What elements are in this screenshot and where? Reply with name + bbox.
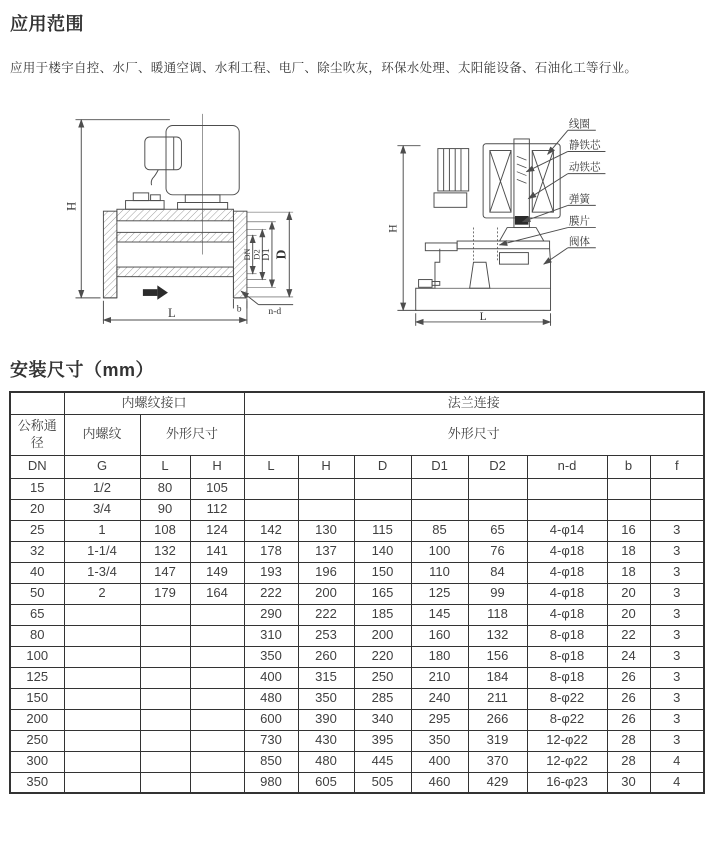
table-cell: 196: [298, 562, 354, 583]
table-cell: 390: [298, 709, 354, 730]
table-cell: 16-φ23: [527, 772, 607, 793]
table-row: [10, 541, 704, 562]
table-cell: 300: [10, 751, 64, 772]
column-header-cell: DN: [10, 455, 64, 478]
table-cell: 3: [650, 583, 704, 604]
table-cell: 1/2: [64, 478, 140, 499]
table-row: [10, 772, 704, 793]
flanged-valve-diagram: [62, 96, 370, 336]
table-row: [10, 709, 704, 730]
table-cell: 22: [607, 625, 650, 646]
column-header-cell: D2: [468, 455, 527, 478]
table-cell: 3: [650, 604, 704, 625]
header-cell-flange-group: 法兰连接: [244, 392, 704, 414]
table-cell: [140, 709, 190, 730]
table-cell: 184: [468, 667, 527, 688]
table-cell: [64, 709, 140, 730]
table-row: [10, 478, 704, 499]
table-cell: 8-φ22: [527, 688, 607, 709]
table-cell: 430: [298, 730, 354, 751]
table-row: [10, 667, 704, 688]
table-cell: [140, 772, 190, 793]
table-cell: 179: [140, 583, 190, 604]
table-cell: 850: [244, 751, 298, 772]
table-cell: 110: [411, 562, 468, 583]
table-cell: 65: [10, 604, 64, 625]
table-cell: 290: [244, 604, 298, 625]
table-cell: 20: [607, 604, 650, 625]
table-row: [10, 499, 704, 520]
table-cell: 480: [244, 688, 298, 709]
table-cell: 12-φ22: [527, 730, 607, 751]
table-cell: 140: [354, 541, 411, 562]
column-header-cell: H: [190, 455, 244, 478]
table-cell: 26: [607, 667, 650, 688]
table-row: [10, 583, 704, 604]
table-cell: 132: [140, 541, 190, 562]
column-header-cell: G: [64, 455, 140, 478]
application-text: 应用于楼宇自控、水厂、暖通空调、水利工程、电厂、除尘吹灰，环保水处理、太阳能设备、石油化工等行业。: [10, 61, 638, 75]
table-cell: [64, 751, 140, 772]
table-row: [10, 625, 704, 646]
table-col-header-row: [10, 455, 704, 478]
table-cell: 210: [411, 667, 468, 688]
table-cell: 240: [411, 688, 468, 709]
table-cell: 350: [298, 688, 354, 709]
table-cell: 145: [411, 604, 468, 625]
valve-diagrams: [10, 96, 700, 340]
table-cell: [140, 625, 190, 646]
table-cell: 253: [298, 625, 354, 646]
table-cell: 185: [354, 604, 411, 625]
table-cell: 18: [607, 541, 650, 562]
table-cell: 18: [607, 562, 650, 583]
column-header-cell: b: [607, 455, 650, 478]
table-cell: 4: [650, 772, 704, 793]
table-cell: 90: [140, 499, 190, 520]
header-cell-nominal-diameter: 公称通径: [10, 414, 64, 455]
table-cell: 250: [354, 667, 411, 688]
table-cell: [354, 499, 411, 520]
part-label-spring: 弹簧: [569, 193, 591, 206]
table-cell: 605: [298, 772, 354, 793]
table-cell: [468, 478, 527, 499]
table-cell: 400: [411, 751, 468, 772]
table-row: [10, 751, 704, 772]
dim-label-b: b: [236, 303, 242, 315]
table-cell: 350: [244, 646, 298, 667]
table-cell: [190, 709, 244, 730]
table-cell: 1-1/4: [64, 541, 140, 562]
table-cell: 25: [10, 520, 64, 541]
table-cell: 8-φ18: [527, 646, 607, 667]
table-cell: 8-φ18: [527, 667, 607, 688]
dim-label-D1: D1: [261, 248, 273, 261]
table-cell: 3: [650, 667, 704, 688]
header-cell-thread-group: 内螺纹接口: [64, 392, 244, 414]
part-label-coil: 线圈: [569, 118, 591, 131]
column-header-cell: n-d: [527, 455, 607, 478]
table-cell: [527, 478, 607, 499]
table-cell: 200: [10, 709, 64, 730]
table-cell: 50: [10, 583, 64, 604]
table-cell: [411, 499, 468, 520]
table-cell: 429: [468, 772, 527, 793]
part-label-diaphragm: 膜片: [569, 215, 591, 228]
table-body: [10, 478, 704, 793]
table-cell: 3: [650, 646, 704, 667]
column-header-cell: D: [354, 455, 411, 478]
table-sub-header-row: [10, 414, 704, 455]
table-cell: [607, 478, 650, 499]
table-cell: [650, 478, 704, 499]
table-cell: 115: [354, 520, 411, 541]
table-cell: 24: [607, 646, 650, 667]
flow-arrow-icon: [143, 285, 168, 299]
dim-label-D2: D2: [251, 249, 262, 260]
table-cell: [190, 730, 244, 751]
table-cell: 156: [468, 646, 527, 667]
table-cell: 200: [298, 583, 354, 604]
table-cell: 460: [411, 772, 468, 793]
table-cell: [140, 730, 190, 751]
table-cell: 350: [411, 730, 468, 751]
dim-label-L: L: [167, 306, 176, 321]
table-cell: [190, 667, 244, 688]
table-cell: 80: [140, 478, 190, 499]
table-cell: [140, 688, 190, 709]
table-cell: [527, 499, 607, 520]
table-cell: 165: [354, 583, 411, 604]
table-cell: 147: [140, 562, 190, 583]
table-cell: [140, 646, 190, 667]
table-cell: [140, 667, 190, 688]
table-cell: 3: [650, 709, 704, 730]
table-cell: 505: [354, 772, 411, 793]
table-cell: 80: [10, 625, 64, 646]
table-cell: 150: [354, 562, 411, 583]
table-cell: 4-φ18: [527, 562, 607, 583]
table-cell: 445: [354, 751, 411, 772]
table-cell: 142: [244, 520, 298, 541]
table-cell: [298, 478, 354, 499]
table-cell: 28: [607, 751, 650, 772]
table-cell: 108: [140, 520, 190, 541]
table-cell: 4-φ18: [527, 541, 607, 562]
dimensions-section-title: 安装尺寸（mm）: [10, 360, 155, 380]
dim-label-H: H: [387, 224, 400, 233]
application-section-title: 应用范围: [10, 14, 84, 34]
table-cell: 1-3/4: [64, 562, 140, 583]
table-cell: 137: [298, 541, 354, 562]
table-cell: 132: [468, 625, 527, 646]
table-cell: 65: [468, 520, 527, 541]
table-cell: 26: [607, 688, 650, 709]
table-cell: 30: [607, 772, 650, 793]
table-cell: 100: [10, 646, 64, 667]
table-cell: 350: [10, 772, 64, 793]
table-cell: [190, 646, 244, 667]
table-cell: 3: [650, 625, 704, 646]
table-cell: 4-φ18: [527, 604, 607, 625]
table-cell: 124: [190, 520, 244, 541]
table-cell: 315: [298, 667, 354, 688]
table-cell: [190, 772, 244, 793]
column-header-cell: L: [140, 455, 190, 478]
table-cell: [468, 499, 527, 520]
table-cell: [64, 646, 140, 667]
table-cell: 8-φ18: [527, 625, 607, 646]
header-cell-flange-dims: 外形尺寸: [244, 414, 704, 455]
table-row: [10, 730, 704, 751]
table-cell: 85: [411, 520, 468, 541]
table-cell: [190, 604, 244, 625]
part-label-valve-body: 阀体: [569, 235, 591, 248]
dim-label-DN: DN: [242, 248, 252, 261]
header-cell-thread-dims: 外形尺寸: [140, 414, 244, 455]
table-cell: 600: [244, 709, 298, 730]
table-cell: 3: [650, 730, 704, 751]
column-header-cell: f: [650, 455, 704, 478]
table-cell: [64, 625, 140, 646]
table-cell: 15: [10, 478, 64, 499]
table-row: [10, 688, 704, 709]
table-cell: 4: [650, 751, 704, 772]
table-cell: [190, 625, 244, 646]
dim-label-n-d: n-d: [268, 306, 282, 318]
table-cell: 310: [244, 625, 298, 646]
table-cell: 99: [468, 583, 527, 604]
table-cell: 3: [650, 562, 704, 583]
table-cell: 26: [607, 709, 650, 730]
table-cell: 980: [244, 772, 298, 793]
table-cell: 32: [10, 541, 64, 562]
table-cell: [244, 478, 298, 499]
table-cell: 178: [244, 541, 298, 562]
table-row: [10, 604, 704, 625]
table-cell: 211: [468, 688, 527, 709]
table-cell: 2: [64, 583, 140, 604]
table-cell: 3: [650, 688, 704, 709]
table-cell: [650, 499, 704, 520]
table-cell: 370: [468, 751, 527, 772]
table-cell: 222: [298, 604, 354, 625]
header-cell-thread-type: 内螺纹: [64, 414, 140, 455]
table-cell: 8-φ22: [527, 709, 607, 730]
table-row: [10, 520, 704, 541]
table-cell: 222: [244, 583, 298, 604]
table-cell: 730: [244, 730, 298, 751]
table-cell: 130: [298, 520, 354, 541]
table-group-header-row: [10, 392, 704, 414]
table-cell: 3/4: [64, 499, 140, 520]
dimensions-table: [9, 391, 705, 794]
table-cell: 125: [10, 667, 64, 688]
table-cell: 40: [10, 562, 64, 583]
table-cell: [354, 478, 411, 499]
table-cell: 118: [468, 604, 527, 625]
table-cell: [244, 499, 298, 520]
table-cell: 180: [411, 646, 468, 667]
table-cell: 266: [468, 709, 527, 730]
table-cell: 76: [468, 541, 527, 562]
part-label-static-core: 静铁芯: [569, 139, 601, 152]
table-cell: 28: [607, 730, 650, 751]
table-cell: 150: [10, 688, 64, 709]
column-header-cell: H: [298, 455, 354, 478]
dim-label-H: H: [64, 201, 79, 211]
table-cell: [190, 751, 244, 772]
table-row: [10, 562, 704, 583]
table-cell: [140, 751, 190, 772]
table-cell: 340: [354, 709, 411, 730]
table-cell: 160: [411, 625, 468, 646]
dim-label-L: L: [479, 311, 487, 324]
table-cell: 105: [190, 478, 244, 499]
table-cell: 112: [190, 499, 244, 520]
header-cell-blank: [10, 392, 64, 414]
part-label-moving-core: 动铁芯: [569, 161, 601, 174]
table-cell: [298, 499, 354, 520]
dim-label-D: D: [273, 249, 289, 260]
table-cell: 20: [607, 583, 650, 604]
table-cell: 84: [468, 562, 527, 583]
table-cell: 285: [354, 688, 411, 709]
table-cell: [607, 499, 650, 520]
table-cell: 100: [411, 541, 468, 562]
table-cell: 193: [244, 562, 298, 583]
table-cell: [64, 772, 140, 793]
table-cell: 3: [650, 541, 704, 562]
table-cell: 319: [468, 730, 527, 751]
table-cell: 260: [298, 646, 354, 667]
table-cell: 164: [190, 583, 244, 604]
table-cell: [64, 730, 140, 751]
table-cell: 220: [354, 646, 411, 667]
table-cell: 4-φ18: [527, 583, 607, 604]
table-cell: 3: [650, 520, 704, 541]
column-header-cell: L: [244, 455, 298, 478]
table-cell: 12-φ22: [527, 751, 607, 772]
table-cell: 200: [354, 625, 411, 646]
table-cell: [411, 478, 468, 499]
table-cell: [64, 667, 140, 688]
table-cell: 295: [411, 709, 468, 730]
table-cell: 20: [10, 499, 64, 520]
table-cell: [140, 604, 190, 625]
table-cell: 400: [244, 667, 298, 688]
valve-cross-section-diagram: [382, 96, 700, 336]
table-cell: 16: [607, 520, 650, 541]
table-cell: [190, 688, 244, 709]
table-cell: 149: [190, 562, 244, 583]
table-cell: 395: [354, 730, 411, 751]
table-cell: 141: [190, 541, 244, 562]
table-cell: 480: [298, 751, 354, 772]
table-cell: 1: [64, 520, 140, 541]
column-header-cell: D1: [411, 455, 468, 478]
table-cell: [64, 688, 140, 709]
table-cell: 125: [411, 583, 468, 604]
table-row: [10, 646, 704, 667]
table-cell: 4-φ14: [527, 520, 607, 541]
table-cell: [64, 604, 140, 625]
table-cell: 250: [10, 730, 64, 751]
